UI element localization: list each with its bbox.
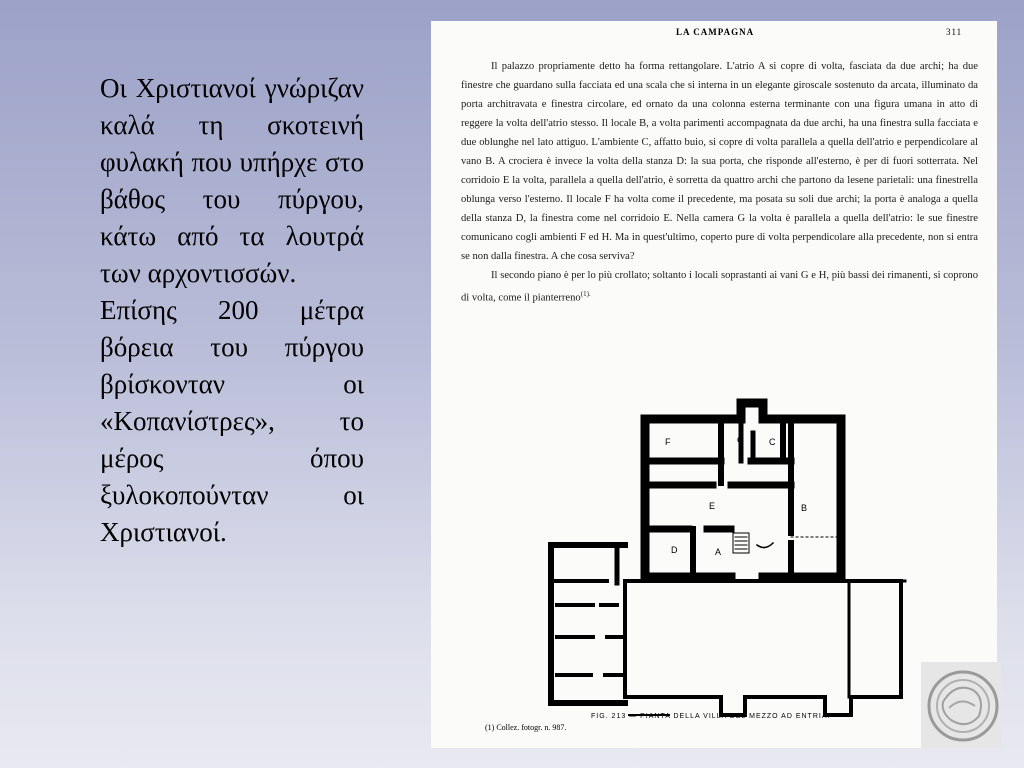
floor-plan <box>431 393 997 723</box>
page-header <box>431 27 997 43</box>
figure-caption: FIG. 213 — PIANTA DELLA VILLA DEL MEZZO AD ENTRIA. <box>591 713 831 720</box>
italian-text <box>461 57 978 308</box>
slide-paragraph-1: Οι Χριστιανοί γνώριζαν καλά τη σκοτεινή φυλακή που υπήρχε στο βάθος του πύργου, κάτω από τα λουτρά των αρχοντισσών. <box>100 73 364 288</box>
plan-label-a: A <box>715 547 722 557</box>
footnote: (1) Collez. fotogr. n. 987. <box>485 723 567 732</box>
plan-label-b: B <box>801 503 808 513</box>
page-number: 311 <box>946 27 963 37</box>
italian-paragraph-2 <box>461 266 978 308</box>
plan-label-f: F <box>665 437 671 447</box>
plan-label-c: C <box>769 437 776 447</box>
plan-label-g: G <box>737 435 745 445</box>
plan-label-e: E <box>709 501 716 511</box>
slide-text <box>100 70 364 551</box>
italian-paragraph-1: Il palazzo propriamente detto ha forma rettangolare. L'atrio A si copre di volta, fasciata da due archi; ha due finestre che guardano sulla facciata ed una scala che si interna in un elegante giroscale sostenuto da arcata, illuminato da porta architravata e finestra circolare, ed ornato da una colonna esterna terminante con una figura umana in atto di reggere la volta dell'atrio stesso. Il locale B, a volta parimenti accompagnata da due archi, ha una finestra sulla facciata e due oblunghe nel lato attiguo. L'ambiente C, affatto buio, si copre di volta parallela a quella dell'atrio e perpendicolare al vano B. A crociera è invece la volta della stanza D: la sua porta, che risponde all'esterno, è per di fuori sotterrata. Nel corridoio E la volta, parallela a quella dell'atrio, è sorretta da quattro archi che partono da lesene parietali: una finestrella oblunga verso l'esterno. Il locale F ha volta come il precedente, ma posata su soli due archi; la porta è analoga a quella della stanza D, la finestra come nel corridoio E. Nella camera G la volta è parallela a quella dell'atrio: le sue finestre comunicano cogli ambienti F ed H. Ma in quest'ultimo, coperto pure di volta perpendicolare alla precedente, non si entra se non dalla finestra. A che cosa serviva? <box>461 61 978 262</box>
footnote-reference: (1). <box>580 290 591 298</box>
page-header-title: LA CAMPAGNA <box>676 27 755 37</box>
plan-label-d: D <box>671 545 678 555</box>
scanned-book-page <box>431 21 997 748</box>
watermark-seal-icon <box>921 662 1001 748</box>
plan-label-h: H <box>739 407 746 417</box>
italian-paragraph-2-text: Il secondo piano è per lo più crollato; soltanto i locali soprastanti ai vani G e H, più bassi dei rimanenti, si coprono di volta, come il pianterreno <box>461 270 978 304</box>
slide-paragraph-2: Επίσης 200 μέτρα βόρεια του πύργου βρίσκονταν οι «Κοπανίστρες», το μέρος όπου ξυλοκοπούνταν οι Χριστιανοί. <box>100 295 364 547</box>
